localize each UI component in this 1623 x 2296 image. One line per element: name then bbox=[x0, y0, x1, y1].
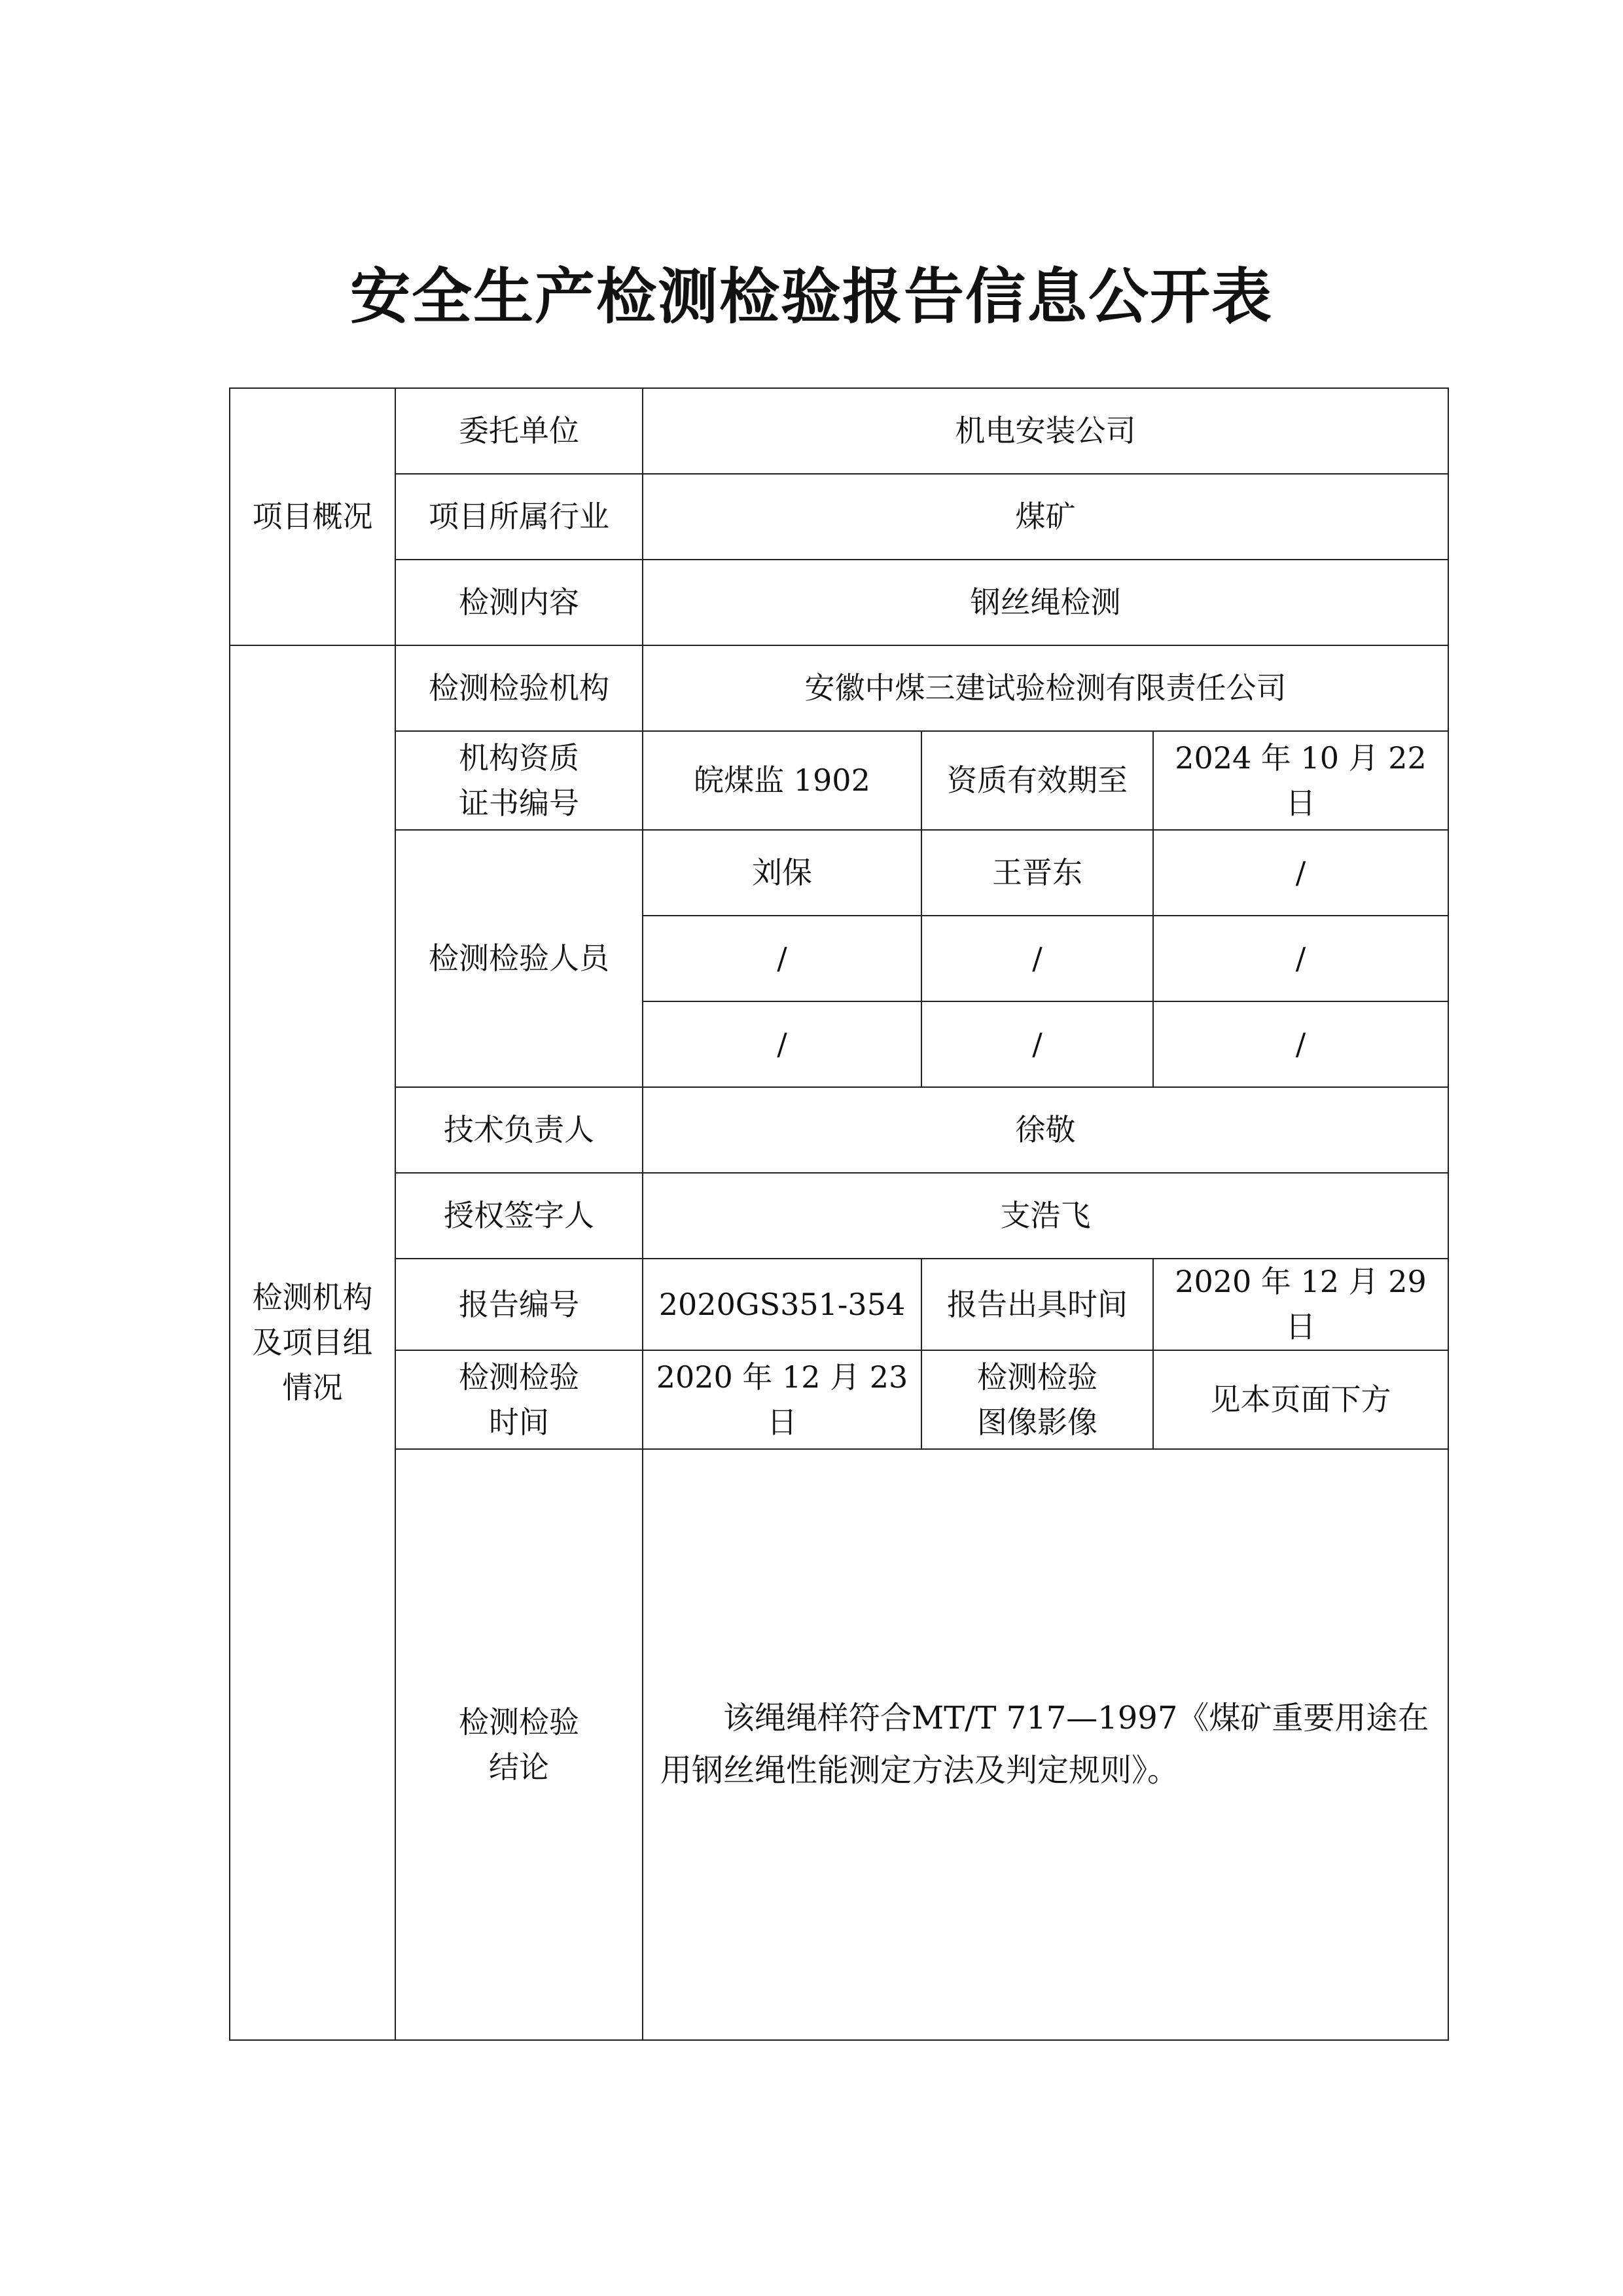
staff-cell: / bbox=[921, 916, 1153, 1001]
info-table bbox=[229, 387, 1449, 2041]
industry-value: 煤矿 bbox=[643, 474, 1448, 560]
cert-value: 皖煤监 1902 bbox=[643, 731, 921, 830]
staff-cell: / bbox=[643, 1001, 921, 1087]
image-value: 见本页面下方 bbox=[1153, 1350, 1448, 1449]
table-row bbox=[230, 388, 1448, 474]
staff-cell: / bbox=[1153, 830, 1448, 916]
section-conclusion-line-2: 结论 bbox=[489, 1749, 549, 1785]
page-title: 安全生产检测检验报告信息公开表 bbox=[349, 262, 1273, 332]
section-institution-line-3: 情况 bbox=[282, 1370, 343, 1405]
client-label: 委托单位 bbox=[395, 388, 643, 474]
section-conclusion bbox=[395, 1449, 643, 2040]
table-row bbox=[230, 474, 1448, 560]
test-time-label bbox=[395, 1350, 643, 1449]
conclusion-paragraph: 该绳绳样符合MT/T 717—1997《煤矿重要用途在用钢丝绳性能测定方法及判定规则》。 bbox=[660, 1700, 1429, 1789]
table-row bbox=[230, 645, 1448, 731]
staff-cell: 王晋东 bbox=[921, 830, 1153, 916]
signatory-label: 授权签字人 bbox=[395, 1173, 643, 1259]
image-label-line-1: 检测检验 bbox=[977, 1359, 1097, 1395]
report-no-value: 2020GS351-354 bbox=[643, 1259, 921, 1350]
table-row bbox=[230, 731, 1448, 830]
table-row bbox=[230, 830, 1448, 916]
issue-time-value: 2020 年 12 月 29 日 bbox=[1153, 1259, 1448, 1350]
table-row bbox=[230, 560, 1448, 645]
validity-value: 2024 年 10 月 22 日 bbox=[1153, 731, 1448, 830]
signatory-value: 支浩飞 bbox=[643, 1173, 1448, 1259]
org-label: 检测检验机构 bbox=[395, 645, 643, 731]
industry-label: 项目所属行业 bbox=[395, 474, 643, 560]
cert-label bbox=[395, 731, 643, 830]
issue-time-label: 报告出具时间 bbox=[921, 1259, 1153, 1350]
table-row bbox=[230, 1259, 1448, 1350]
cert-label-line-1: 机构资质 bbox=[459, 740, 579, 776]
content-label: 检测内容 bbox=[395, 560, 643, 645]
org-value: 安徽中煤三建试验检测有限责任公司 bbox=[643, 645, 1448, 731]
validity-label: 资质有效期至 bbox=[921, 731, 1153, 830]
test-time-value: 2020 年 12 月 23 日 bbox=[643, 1350, 921, 1449]
staff-cell: / bbox=[1153, 916, 1448, 1001]
test-time-label-line-2: 时间 bbox=[489, 1404, 549, 1440]
table-row bbox=[230, 1350, 1448, 1449]
cert-label-line-2: 证书编号 bbox=[459, 785, 579, 821]
staff-cell: / bbox=[1153, 1001, 1448, 1087]
image-label bbox=[921, 1350, 1153, 1449]
tech-lead-label: 技术负责人 bbox=[395, 1087, 643, 1173]
table-row bbox=[230, 1087, 1448, 1173]
content-value: 钢丝绳检测 bbox=[643, 560, 1448, 645]
table-row bbox=[230, 1173, 1448, 1259]
client-value: 机电安装公司 bbox=[643, 388, 1448, 474]
section-institution-line-2: 及项目组 bbox=[252, 1325, 373, 1360]
staff-cell: / bbox=[643, 916, 921, 1001]
test-time-label-line-1: 检测检验 bbox=[459, 1359, 579, 1395]
staff-cell: 刘保 bbox=[643, 830, 921, 916]
section-institution bbox=[230, 645, 395, 2040]
section-institution-line-1: 检测机构 bbox=[252, 1280, 373, 1315]
tech-lead-value: 徐敬 bbox=[643, 1087, 1448, 1173]
staff-cell: / bbox=[921, 1001, 1153, 1087]
staff-label: 检测检验人员 bbox=[395, 830, 643, 1087]
report-no-label: 报告编号 bbox=[395, 1259, 643, 1350]
section-conclusion-line-1: 检测检验 bbox=[459, 1704, 579, 1740]
conclusion-text bbox=[643, 1449, 1448, 2040]
section-project-overview: 项目概况 bbox=[230, 388, 395, 645]
table-row bbox=[230, 1449, 1448, 2040]
image-label-line-2: 图像影像 bbox=[977, 1404, 1097, 1440]
